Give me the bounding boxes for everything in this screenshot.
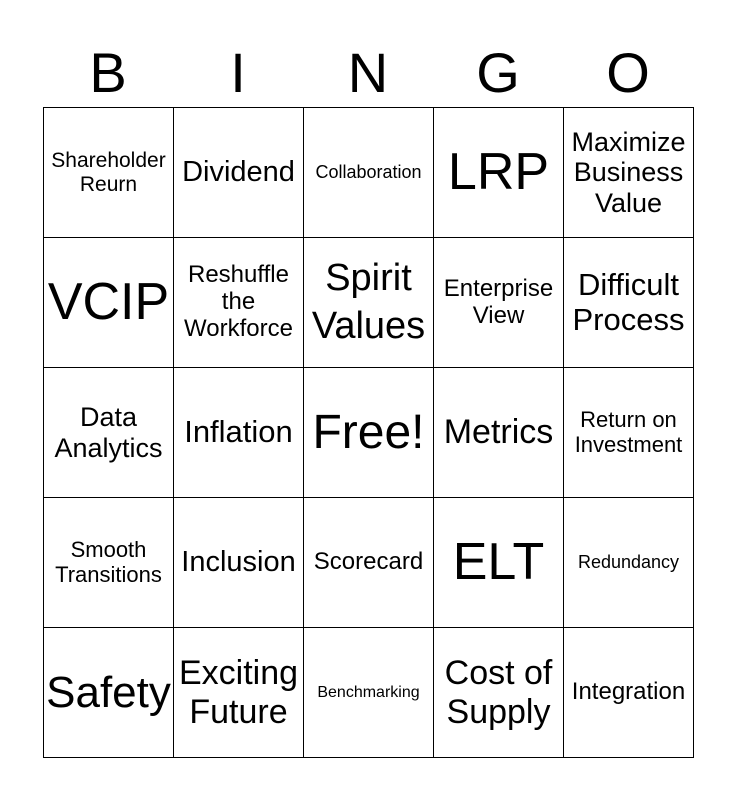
bingo-grid (43, 107, 694, 758)
bingo-cell-r1c2[interactable]: Dividend (174, 108, 304, 238)
header-letter-n: N (347, 41, 389, 104)
bingo-cell-r4c2[interactable]: Inclusion (174, 498, 304, 628)
bingo-cell-r2c2[interactable]: Reshuffle the Workforce (174, 238, 304, 368)
bingo-cell-r2c3[interactable]: Spirit Values (304, 238, 434, 368)
bingo-cell-r5c5[interactable]: Integration (564, 628, 694, 758)
bingo-cell-r4c5[interactable]: Redundancy (564, 498, 694, 628)
bingo-cell-r5c4[interactable]: Cost of Supply (434, 628, 564, 758)
bingo-cell-r2c5[interactable]: Difficult Process (564, 238, 694, 368)
bingo-cell-r1c3[interactable]: Collaboration (304, 108, 434, 238)
bingo-cell-r1c4[interactable]: LRP (434, 108, 564, 238)
bingo-cell-r3c2[interactable]: Inflation (174, 368, 304, 498)
bingo-cell-r2c1[interactable]: VCIP (44, 238, 174, 368)
bingo-cell-r4c1[interactable]: Smooth Transitions (44, 498, 174, 628)
bingo-cell-r3c5[interactable]: Return on Investment (564, 368, 694, 498)
header-letter-b: B (89, 41, 127, 104)
bingo-cell-r3c4[interactable]: Metrics (434, 368, 564, 498)
header-letter-i: I (230, 41, 246, 104)
header-letter-o: O (606, 41, 650, 104)
bingo-header (43, 38, 693, 108)
bingo-cell-r4c3[interactable]: Scorecard (304, 498, 434, 628)
bingo-cell-r1c5[interactable]: Maximize Business Value (564, 108, 694, 238)
bingo-cell-r2c4[interactable]: Enterprise View (434, 238, 564, 368)
bingo-cell-r1c1[interactable]: Shareholder Reurn (44, 108, 174, 238)
free-space-cell[interactable]: Free! (304, 368, 434, 498)
bingo-cell-r5c3[interactable]: Benchmarking (304, 628, 434, 758)
bingo-cell-r5c2[interactable]: Exciting Future (174, 628, 304, 758)
bingo-cell-r5c1[interactable]: Safety (44, 628, 174, 758)
bingo-cell-r4c4[interactable]: ELT (434, 498, 564, 628)
header-letter-g: G (476, 41, 520, 104)
bingo-cell-r3c1[interactable]: Data Analytics (44, 368, 174, 498)
